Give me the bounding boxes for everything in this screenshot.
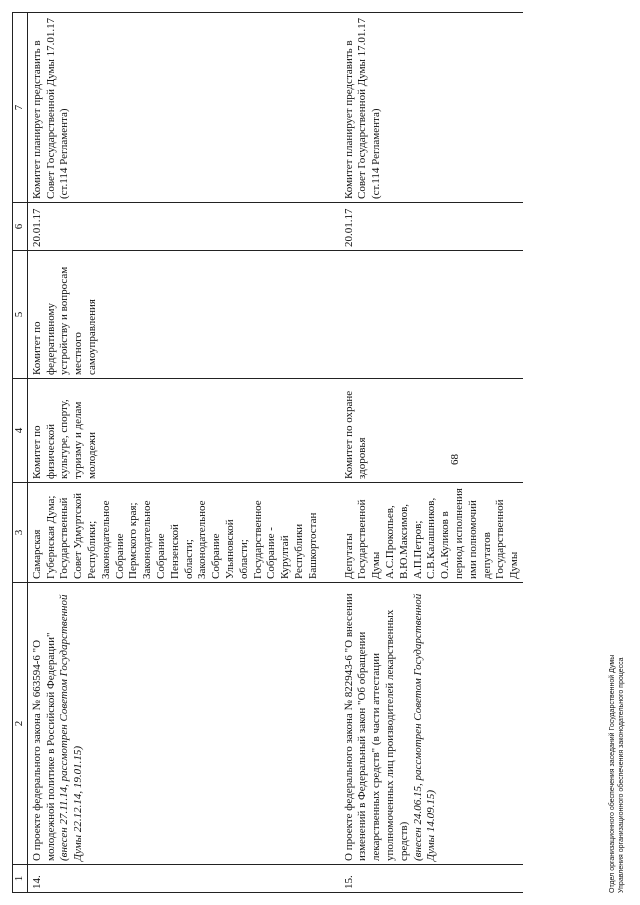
initiator-cell: Депутаты Государственной Думы А.С.Прокопьев, В.Ю.Максимов, А.П.Петров; С.В.Калашников, О.А.Куликов в период исполнения ими полномочий депутатов Государственной Думы (340, 483, 523, 583)
col-header-2: 2 (13, 583, 28, 865)
footer-line-2: Управления организационного обеспечения законодательного процесса (618, 657, 625, 893)
col-header-6: 6 (13, 203, 28, 251)
footer (608, 655, 626, 893)
plan-cell: Комитет планирует представить в Совет Государственной Думы 17.01.17 (ст.114 Регламента) (27, 13, 321, 203)
column-number-header-row (13, 13, 28, 893)
co-committee-cell: Комитет по федеративному устройству и вопросам местного самоуправления (27, 251, 321, 379)
plan-cell: Комитет планирует представить в Совет Государственной Думы 17.01.17 (ст.114 Регламента) (340, 13, 523, 203)
col-header-4: 4 (13, 379, 28, 483)
row-number: 15. (340, 865, 523, 893)
page-number: 68 (449, 454, 461, 465)
table-row (27, 13, 321, 893)
bill-cell (340, 583, 523, 865)
row-number: 14. (27, 865, 321, 893)
bills-table (12, 12, 523, 893)
bill-cell (27, 583, 321, 865)
col-header-7: 7 (13, 13, 28, 203)
bill-title: О проекте федерального закона № 663594-6 "О молодежной политике в Российской Федерации" (30, 632, 57, 861)
initiator-cell: Самарская Губернская Дума; Государственный Совет Удмуртской Республики; Законодательное Собрание Пермского края; Законодательное Собрание Пензенской области; Законодательное Собрание Ульяновской области; Государственное Собрание - Курултай Республики Башкортостан (27, 483, 321, 583)
committee-cell: Комитет по охране здоровья (340, 379, 523, 483)
co-committee-cell (340, 251, 523, 379)
footer-line-1: Отдел организационного обеспечения заседаний Государственной Думы (609, 654, 616, 893)
bill-note: (внесен 27.11.14, рассмотрен Советом Государственной Думы 22.12.14, 19.01.15) (58, 594, 85, 861)
committee-cell: Комитет по физической культуре, спорту, туризму и делам молодежи (27, 379, 321, 483)
date-cell: 20.01.17 (27, 203, 321, 251)
col-header-3: 3 (13, 483, 28, 583)
col-header-1: 1 (13, 865, 28, 893)
bill-title: О проекте федерального закона № 822943-6 "О внесении изменений в Федеральный закон "Об обращении лекарственных средств" (в части аттестации уполномоченных лиц производителей лекарственных средств) (342, 593, 410, 861)
table-row (340, 13, 523, 893)
row-spacer (322, 13, 340, 893)
bill-note: (внесен 24.06.15, рассмотрен Советом Государственной Думы 14.09.15) (411, 593, 438, 861)
col-header-5: 5 (13, 251, 28, 379)
date-cell: 20.01.17 (340, 203, 523, 251)
